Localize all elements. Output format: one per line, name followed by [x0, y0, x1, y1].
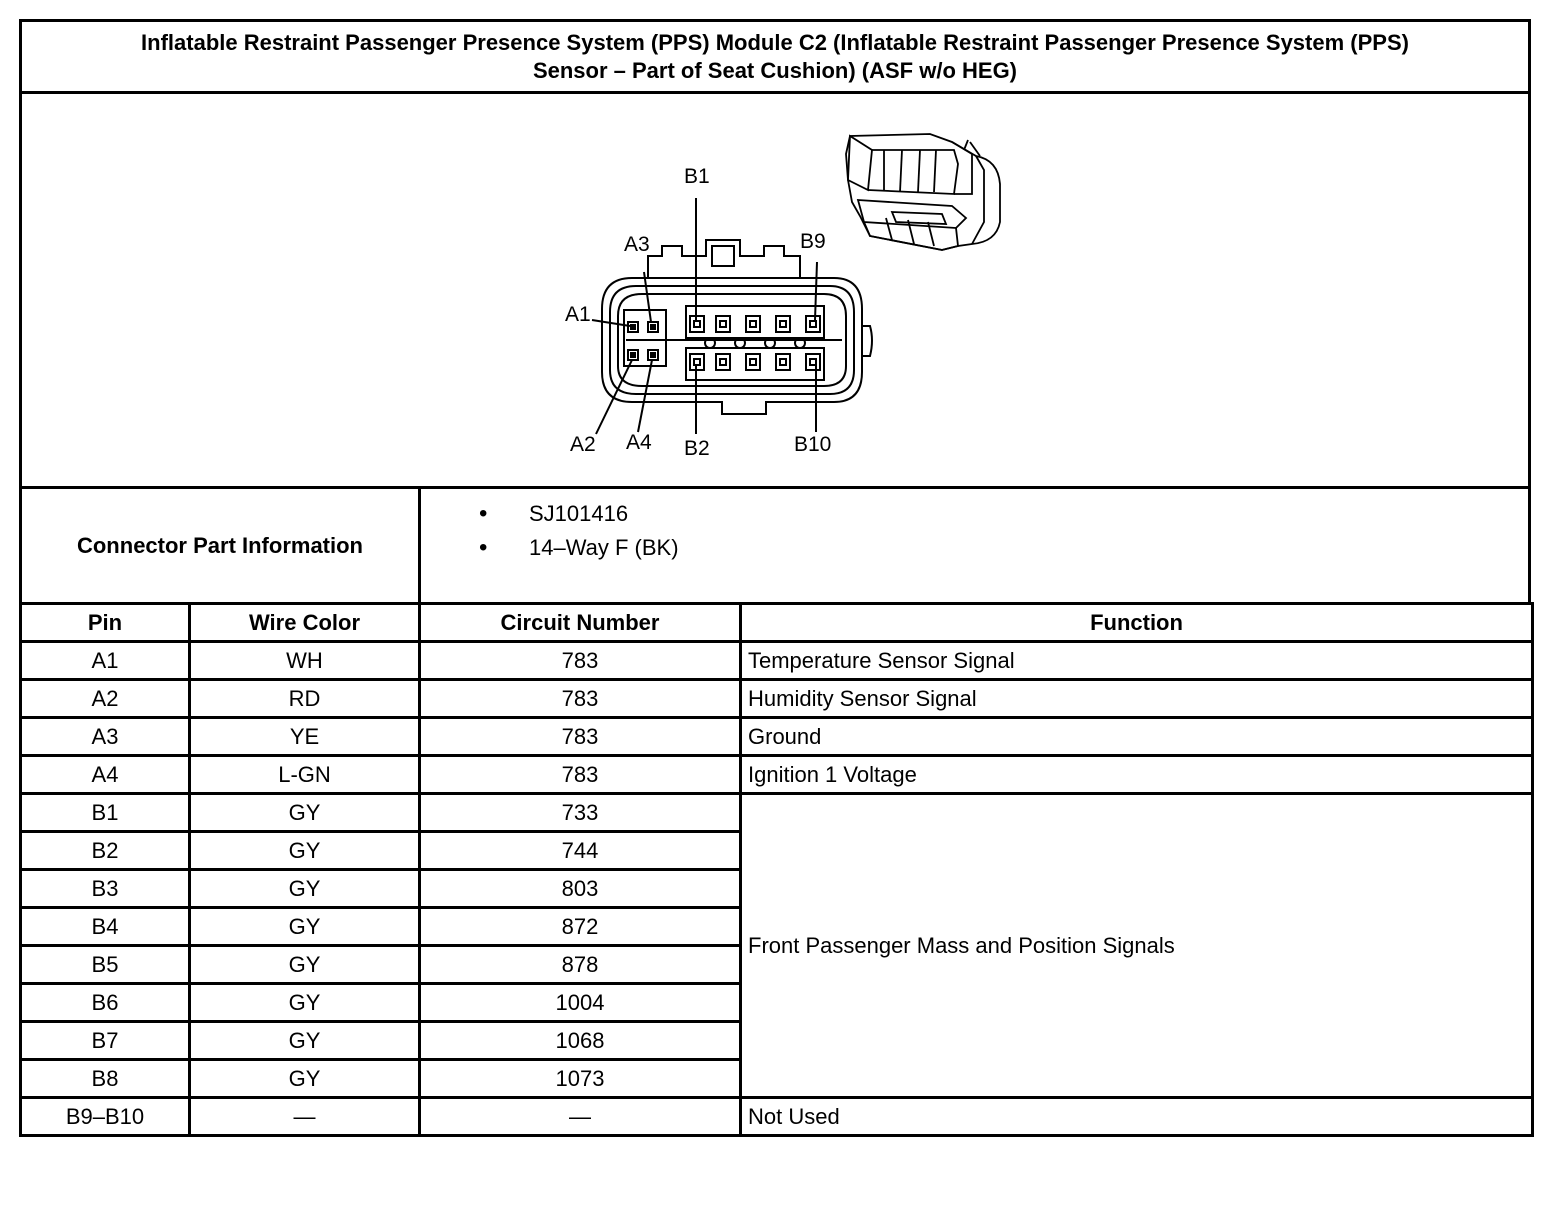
title-line-1: Inflatable Restraint Passenger Presence System (PPS) Module C2 (Inflatable Restraint Passenger Presence System (PPS)	[141, 29, 1409, 55]
circuit-cell: 1004	[420, 984, 741, 1022]
circuit-cell: —	[420, 1098, 741, 1136]
circuit-cell: 803	[420, 870, 741, 908]
wire-color-cell: WH	[190, 642, 420, 680]
table-row	[21, 794, 1533, 832]
title-line-2: Sensor – Part of Seat Cushion) (ASF w/o HEG)	[532, 57, 1018, 83]
connector-diagram	[22, 94, 1528, 486]
pin-cell: B6	[21, 984, 190, 1022]
function-cell: Humidity Sensor Signal	[741, 680, 1533, 718]
wire-color-cell: YE	[190, 718, 420, 756]
wire-color-cell: GY	[190, 946, 420, 984]
circuit-cell: 783	[420, 680, 741, 718]
wire-color-cell: GY	[190, 832, 420, 870]
circuit-cell: 1073	[420, 1060, 741, 1098]
connector-isometric-view	[846, 134, 1000, 250]
circuit-cell: 744	[420, 832, 741, 870]
pin-cell: A3	[21, 718, 190, 756]
label-a1: A1	[565, 303, 591, 326]
circuit-cell: 1068	[420, 1022, 741, 1060]
wire-color-cell: GY	[190, 1060, 420, 1098]
connector-end-view-sheet	[19, 19, 1531, 1183]
table-row	[21, 1098, 1533, 1136]
circuit-cell: 783	[420, 718, 741, 756]
pinout-table	[19, 602, 1534, 1137]
connector-part-info-label: Connector Part Information	[19, 486, 421, 605]
header-pin: Pin	[21, 604, 190, 642]
page-title	[19, 19, 1531, 94]
connector-diagram-panel	[19, 91, 1531, 489]
table-row	[21, 718, 1533, 756]
table-row	[21, 642, 1533, 680]
circuit-cell: 783	[420, 756, 741, 794]
header-function: Function	[741, 604, 1533, 642]
pin-cell: A1	[21, 642, 190, 680]
function-cell: Temperature Sensor Signal	[741, 642, 1533, 680]
wire-color-cell: GY	[190, 984, 420, 1022]
circuit-cell: 872	[420, 908, 741, 946]
circuit-cell: 733	[420, 794, 741, 832]
pin-cell: B9–B10	[21, 1098, 190, 1136]
pin-cell: B1	[21, 794, 190, 832]
label-a3: A3	[624, 233, 650, 256]
pin-cell: B5	[21, 946, 190, 984]
function-cell: Not Used	[741, 1098, 1533, 1136]
part-number: • SJ101416	[479, 501, 679, 535]
header-wire-color: Wire Color	[190, 604, 420, 642]
pin-cell: B7	[21, 1022, 190, 1060]
pin-cell: A4	[21, 756, 190, 794]
wire-color-cell: GY	[190, 794, 420, 832]
circuit-cell: 783	[420, 642, 741, 680]
label-b1: B1	[684, 165, 710, 188]
function-cell: Ground	[741, 718, 1533, 756]
function-cell: Ignition 1 Voltage	[741, 756, 1533, 794]
wire-color-cell: GY	[190, 870, 420, 908]
pin-cell: A2	[21, 680, 190, 718]
wire-color-cell: —	[190, 1098, 420, 1136]
wire-color-cell: GY	[190, 908, 420, 946]
label-b10: B10	[794, 433, 832, 456]
pin-cell: B4	[21, 908, 190, 946]
wire-color-cell: GY	[190, 1022, 420, 1060]
header-circuit-number: Circuit Number	[420, 604, 741, 642]
connector-part-info-list	[418, 486, 1531, 605]
connector-description: • 14–Way F (BK)	[479, 535, 679, 569]
table-row	[21, 756, 1533, 794]
wire-color-cell: RD	[190, 680, 420, 718]
label-b2: B2	[684, 437, 710, 460]
pin-cell: B2	[21, 832, 190, 870]
wire-color-cell: L-GN	[190, 756, 420, 794]
table-header-row	[21, 604, 1533, 642]
pin-cell: B3	[21, 870, 190, 908]
pin-cell: B8	[21, 1060, 190, 1098]
circuit-cell: 878	[420, 946, 741, 984]
label-b9: B9	[800, 230, 826, 253]
label-a2: A2	[570, 433, 596, 456]
merged-function-cell: Front Passenger Mass and Position Signals	[741, 794, 1533, 1098]
table-row	[21, 680, 1533, 718]
label-a4: A4	[626, 431, 652, 454]
